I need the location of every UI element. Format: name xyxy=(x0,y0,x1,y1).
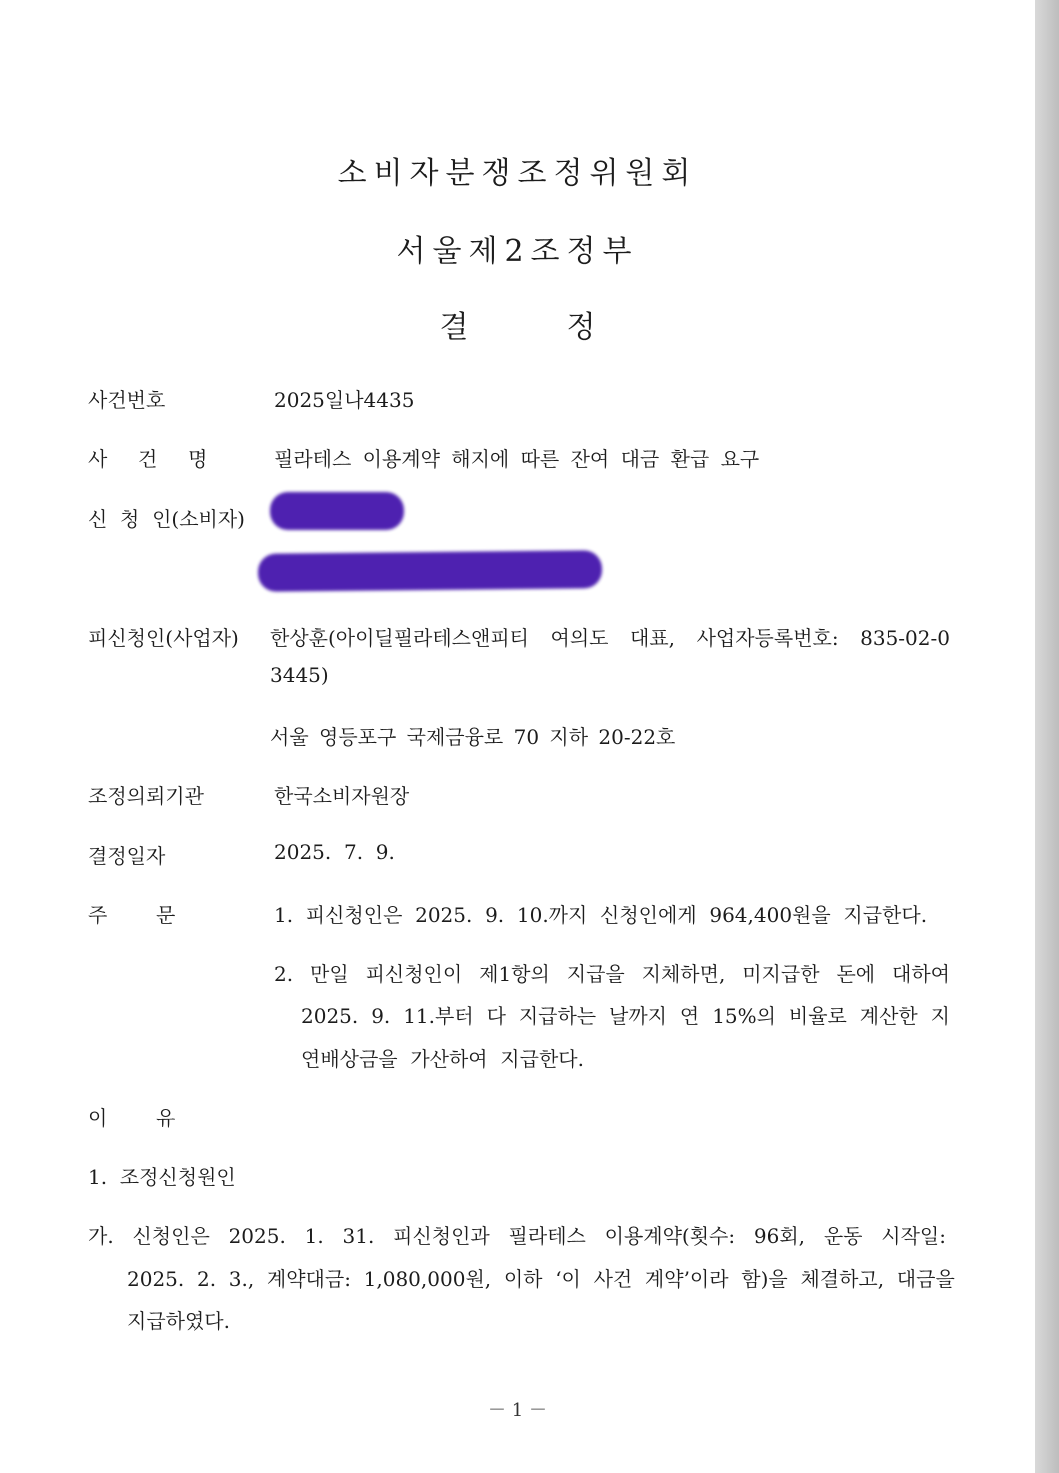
paragraph-a-line-2: 2025. 2. 3., 계약대금: 1,080,000원, 이하 ‘이 사건 계약’이라 함)을 체결하고, 대금을 xyxy=(127,1267,955,1291)
reason-label-1: 이 xyxy=(88,1106,108,1130)
order-label-1: 주 xyxy=(88,903,108,927)
respondent-line-1: 한상훈(아이딜필라테스앤피티 여의도 대표, 사업자등록번호: 835-02-0 xyxy=(270,626,950,650)
respondent-line-2: 3445) xyxy=(270,663,329,687)
document-type-title xyxy=(0,302,1035,346)
page-number: － 1 － xyxy=(488,1400,547,1421)
applicant-label: 신 청 인(소비자) xyxy=(88,507,245,531)
agency-value: 한국소비자원장 xyxy=(274,784,410,808)
paragraph-a-line-1: 가. 신청인은 2025. 1. 31. 피신청인과 필라테스 이용계약(횟수: 96회, 운동 시작일: xyxy=(88,1224,946,1248)
order-item-2-line-2: 2025. 9. 11.부터 다 지급하는 날까지 연 15%의 비율로 계산한 지 xyxy=(301,1004,950,1028)
decision-date-label: 결정일자 xyxy=(88,844,166,868)
decision-date-value: 2025. 7. 9. xyxy=(274,840,395,864)
case-number-value: 2025일나4435 xyxy=(274,388,415,412)
document-type-char-2: 정 xyxy=(566,310,596,345)
case-name-value: 필라테스 이용계약 해지에 따른 잔여 대금 환급 요구 xyxy=(274,447,760,471)
section-heading: 1. 조정신청원인 xyxy=(88,1165,236,1189)
respondent-label: 피신청인(사업자) xyxy=(88,626,239,650)
order-item-2-line-1: 2. 만일 피신청인이 제1항의 지급을 지체하면, 미지급한 돈에 대하여 xyxy=(274,962,950,986)
order-item-1: 1. 피신청인은 2025. 9. 10.까지 신청인에게 964,400원을 지급한다. xyxy=(274,903,928,927)
page-edge xyxy=(1035,0,1059,1473)
division-title: 서울제2조정부 xyxy=(396,234,639,269)
applicant-address-redaction xyxy=(258,550,602,592)
order-label-2: 문 xyxy=(156,903,176,927)
org-title: 소비자분쟁조정위원회 xyxy=(337,156,698,191)
paragraph-a-line-3: 지급하였다. xyxy=(127,1309,230,1333)
case-number-label: 사건번호 xyxy=(88,388,166,412)
order-item-2-line-3: 연배상금을 가산하여 지급한다. xyxy=(301,1047,584,1071)
agency-label: 조정의뢰기관 xyxy=(88,784,204,808)
document-type-char-1: 결 xyxy=(439,310,469,345)
case-name-label: 사 건 명 xyxy=(88,447,210,471)
reason-label-2: 유 xyxy=(156,1106,176,1130)
applicant-name-redaction xyxy=(270,492,404,530)
respondent-address: 서울 영등포구 국제금융로 70 지하 20-22호 xyxy=(270,725,676,749)
